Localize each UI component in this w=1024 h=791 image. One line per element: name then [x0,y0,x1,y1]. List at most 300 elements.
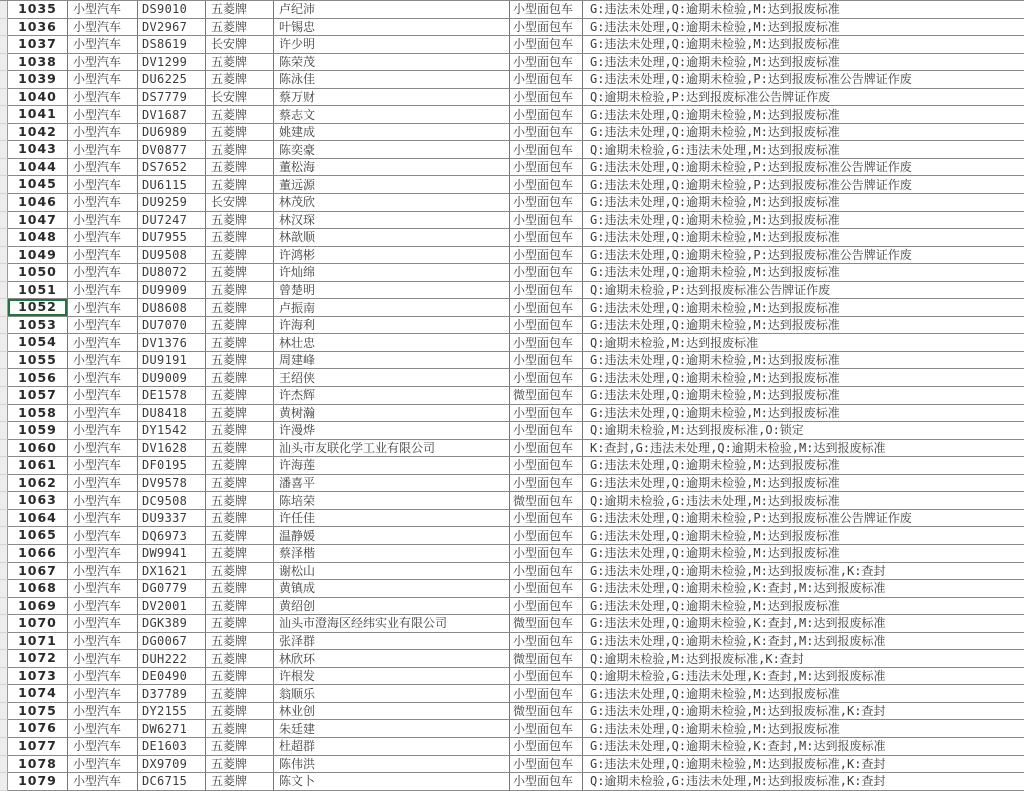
cell-owner-name[interactable]: 陈奕豪 [274,141,510,159]
cell-plate-number[interactable]: DS7779 [138,89,206,107]
cell-brand[interactable]: 五菱牌 [206,510,274,528]
cell-owner-name[interactable]: 蔡泽楷 [274,545,510,563]
cell-status-flags[interactable]: G:违法未处理,Q:逾期未检验,K:查封,M:达到报废标准 [583,738,1024,756]
cell-vehicle-class[interactable]: 小型汽车 [68,54,138,72]
cell-vehicle-class[interactable]: 小型汽车 [68,71,138,89]
cell-vehicle-class[interactable]: 小型汽车 [68,703,138,721]
cell-vehicle-type[interactable]: 小型面包车 [510,668,583,686]
cell-vehicle-type[interactable]: 小型面包车 [510,545,583,563]
cell-vehicle-type[interactable]: 小型面包车 [510,563,583,581]
cell-row-number[interactable]: 1047 [8,212,68,230]
cell-vehicle-type[interactable]: 小型面包车 [510,282,583,300]
cell-status-flags[interactable]: G:违法未处理,Q:逾期未检验,M:达到报废标准 [583,598,1024,616]
cell-vehicle-type[interactable]: 小型面包车 [510,212,583,230]
cell-plate-number[interactable]: DU8608 [138,299,206,317]
cell-vehicle-type[interactable]: 小型面包车 [510,176,583,194]
cell-status-flags[interactable]: G:违法未处理,Q:逾期未检验,M:达到报废标准 [583,457,1024,475]
cell-status-flags[interactable]: Q:逾期未检验,G:违法未处理,M:达到报废标准,K:查封 [583,773,1024,791]
cell-vehicle-class[interactable]: 小型汽车 [68,563,138,581]
cell-owner-name[interactable]: 翁顺乐 [274,685,510,703]
cell-status-flags[interactable]: G:违法未处理,Q:逾期未检验,M:达到报废标准 [583,124,1024,142]
cell-brand[interactable]: 五菱牌 [206,650,274,668]
cell-vehicle-type[interactable]: 小型面包车 [510,756,583,774]
cell-plate-number[interactable]: DS9010 [138,1,206,19]
cell-row-number[interactable]: 1053 [8,317,68,335]
cell-row-number[interactable]: 1041 [8,106,68,124]
cell-row-number[interactable]: 1035 [8,1,68,19]
cell-vehicle-class[interactable]: 小型汽车 [68,457,138,475]
cell-row-number[interactable]: 1037 [8,36,68,54]
cell-brand[interactable]: 五菱牌 [206,422,274,440]
cell-owner-name[interactable]: 许根发 [274,668,510,686]
cell-row-number[interactable]: 1055 [8,352,68,370]
cell-row-number[interactable]: 1069 [8,598,68,616]
cell-vehicle-type[interactable]: 微型面包车 [510,703,583,721]
cell-plate-number[interactable]: DU7955 [138,229,206,247]
cell-owner-name[interactable]: 董远源 [274,176,510,194]
cell-plate-number[interactable]: DV0877 [138,141,206,159]
cell-row-number[interactable]: 1070 [8,615,68,633]
cell-status-flags[interactable]: G:违法未处理,Q:逾期未检验,P:达到报废标准公告牌证作废 [583,159,1024,177]
cell-vehicle-class[interactable]: 小型汽车 [68,475,138,493]
cell-status-flags[interactable]: G:违法未处理,Q:逾期未检验,M:达到报废标准 [583,194,1024,212]
cell-owner-name[interactable]: 陈培荣 [274,492,510,510]
cell-status-flags[interactable]: G:违法未处理,Q:逾期未检验,M:达到报废标准 [583,685,1024,703]
cell-plate-number[interactable]: DU9508 [138,247,206,265]
cell-plate-number[interactable]: DU8072 [138,264,206,282]
cell-row-number[interactable]: 1060 [8,440,68,458]
cell-brand[interactable]: 五菱牌 [206,176,274,194]
cell-vehicle-type[interactable]: 小型面包车 [510,334,583,352]
cell-vehicle-type[interactable]: 小型面包车 [510,457,583,475]
cell-brand[interactable]: 五菱牌 [206,369,274,387]
cell-plate-number[interactable]: DV1376 [138,334,206,352]
cell-row-number[interactable]: 1076 [8,720,68,738]
cell-owner-name[interactable]: 姚建成 [274,124,510,142]
cell-plate-number[interactable]: DU7070 [138,317,206,335]
cell-status-flags[interactable]: G:违法未处理,Q:逾期未检验,M:达到报废标准 [583,36,1024,54]
cell-row-number[interactable]: 1077 [8,738,68,756]
cell-row-number[interactable]: 1042 [8,124,68,142]
cell-owner-name[interactable]: 黄绍创 [274,598,510,616]
cell-status-flags[interactable]: G:违法未处理,Q:逾期未检验,M:达到报废标准 [583,54,1024,72]
cell-vehicle-class[interactable]: 小型汽车 [68,229,138,247]
cell-row-number[interactable]: 1052 [8,299,68,317]
cell-brand[interactable]: 五菱牌 [206,598,274,616]
cell-plate-number[interactable]: DY2155 [138,703,206,721]
cell-vehicle-class[interactable]: 小型汽车 [68,598,138,616]
cell-owner-name[interactable]: 许任佳 [274,510,510,528]
cell-vehicle-type[interactable]: 小型面包车 [510,580,583,598]
cell-plate-number[interactable]: DU9009 [138,369,206,387]
cell-owner-name[interactable]: 周建峰 [274,352,510,370]
cell-brand[interactable]: 五菱牌 [206,124,274,142]
cell-plate-number[interactable]: DX9709 [138,756,206,774]
cell-row-number[interactable]: 1044 [8,159,68,177]
cell-plate-number[interactable]: DV9578 [138,475,206,493]
cell-owner-name[interactable]: 黄镇成 [274,580,510,598]
cell-plate-number[interactable]: DG0779 [138,580,206,598]
cell-owner-name[interactable]: 陈文卜 [274,773,510,791]
cell-status-flags[interactable]: G:违法未处理,Q:逾期未检验,M:达到报废标准 [583,264,1024,282]
cell-brand[interactable]: 五菱牌 [206,720,274,738]
cell-brand[interactable]: 五菱牌 [206,1,274,19]
cell-plate-number[interactable]: DV2967 [138,19,206,37]
cell-owner-name[interactable]: 林业创 [274,703,510,721]
cell-vehicle-type[interactable]: 小型面包车 [510,159,583,177]
cell-vehicle-type[interactable]: 小型面包车 [510,352,583,370]
cell-vehicle-class[interactable]: 小型汽车 [68,650,138,668]
cell-row-number[interactable]: 1046 [8,194,68,212]
cell-plate-number[interactable]: DV1299 [138,54,206,72]
cell-plate-number[interactable]: DU6989 [138,124,206,142]
cell-vehicle-type[interactable]: 小型面包车 [510,738,583,756]
cell-vehicle-type[interactable]: 小型面包车 [510,247,583,265]
cell-status-flags[interactable]: Q:逾期未检验,M:达到报废标准 [583,334,1024,352]
cell-status-flags[interactable]: G:违法未处理,Q:逾期未检验,P:达到报废标准公告牌证作废 [583,176,1024,194]
cell-vehicle-type[interactable]: 小型面包车 [510,685,583,703]
cell-vehicle-type[interactable]: 小型面包车 [510,89,583,107]
cell-owner-name[interactable]: 朱廷建 [274,720,510,738]
cell-row-number[interactable]: 1075 [8,703,68,721]
cell-row-number[interactable]: 1050 [8,264,68,282]
cell-owner-name[interactable]: 温静媛 [274,527,510,545]
cell-vehicle-class[interactable]: 小型汽车 [68,545,138,563]
cell-vehicle-type[interactable]: 小型面包车 [510,773,583,791]
cell-brand[interactable]: 五菱牌 [206,19,274,37]
cell-brand[interactable]: 五菱牌 [206,440,274,458]
cell-vehicle-class[interactable]: 小型汽车 [68,720,138,738]
cell-brand[interactable]: 五菱牌 [206,141,274,159]
cell-vehicle-class[interactable]: 小型汽车 [68,194,138,212]
cell-owner-name[interactable]: 林壮忠 [274,334,510,352]
cell-plate-number[interactable]: DE0490 [138,668,206,686]
cell-vehicle-class[interactable]: 小型汽车 [68,492,138,510]
cell-brand[interactable]: 五菱牌 [206,54,274,72]
cell-vehicle-class[interactable]: 小型汽车 [68,527,138,545]
cell-status-flags[interactable]: G:违法未处理,Q:逾期未检验,M:达到报废标准 [583,212,1024,230]
cell-brand[interactable]: 五菱牌 [206,545,274,563]
cell-owner-name[interactable]: 卢振南 [274,299,510,317]
cell-status-flags[interactable]: K:查封,G:违法未处理,Q:逾期未检验,M:达到报废标准 [583,440,1024,458]
cell-owner-name[interactable]: 陈伟洪 [274,756,510,774]
cell-vehicle-class[interactable]: 小型汽车 [68,334,138,352]
cell-vehicle-type[interactable]: 小型面包车 [510,71,583,89]
cell-row-number[interactable]: 1049 [8,247,68,265]
cell-owner-name[interactable]: 陈泳佳 [274,71,510,89]
cell-plate-number[interactable]: DV1628 [138,440,206,458]
cell-vehicle-type[interactable]: 小型面包车 [510,633,583,651]
cell-status-flags[interactable]: Q:逾期未检验,G:违法未处理,M:达到报废标准 [583,492,1024,510]
cell-vehicle-class[interactable]: 小型汽车 [68,756,138,774]
cell-status-flags[interactable]: G:违法未处理,Q:逾期未检验,M:达到报废标准 [583,229,1024,247]
cell-vehicle-class[interactable]: 小型汽车 [68,773,138,791]
cell-owner-name[interactable]: 曾楚明 [274,282,510,300]
cell-plate-number[interactable]: DV2001 [138,598,206,616]
cell-plate-number[interactable]: DY1542 [138,422,206,440]
cell-status-flags[interactable]: Q:逾期未检验,G:违法未处理,K:查封,M:达到报废标准 [583,668,1024,686]
cell-owner-name[interactable]: 许少明 [274,36,510,54]
cell-row-number[interactable]: 1078 [8,756,68,774]
cell-owner-name[interactable]: 蔡志文 [274,106,510,124]
cell-brand[interactable]: 五菱牌 [206,334,274,352]
cell-vehicle-class[interactable]: 小型汽车 [68,89,138,107]
cell-vehicle-class[interactable]: 小型汽车 [68,264,138,282]
cell-vehicle-class[interactable]: 小型汽车 [68,440,138,458]
cell-status-flags[interactable]: G:违法未处理,Q:逾期未检验,P:达到报废标准公告牌证作废 [583,247,1024,265]
cell-status-flags[interactable]: G:违法未处理,Q:逾期未检验,M:达到报废标准 [583,720,1024,738]
cell-brand[interactable]: 五菱牌 [206,756,274,774]
cell-vehicle-type[interactable]: 小型面包车 [510,299,583,317]
cell-owner-name[interactable]: 陈荣茂 [274,54,510,72]
cell-vehicle-type[interactable]: 小型面包车 [510,106,583,124]
cell-vehicle-type[interactable]: 小型面包车 [510,720,583,738]
cell-status-flags[interactable]: G:违法未处理,Q:逾期未检验,M:达到报废标准,K:查封 [583,563,1024,581]
cell-vehicle-type[interactable]: 小型面包车 [510,510,583,528]
cell-brand[interactable]: 五菱牌 [206,615,274,633]
cell-vehicle-type[interactable]: 小型面包车 [510,1,583,19]
cell-brand[interactable]: 五菱牌 [206,264,274,282]
cell-row-number[interactable]: 1040 [8,89,68,107]
cell-owner-name[interactable]: 王绍侠 [274,369,510,387]
cell-vehicle-class[interactable]: 小型汽车 [68,247,138,265]
cell-row-number[interactable]: 1051 [8,282,68,300]
cell-status-flags[interactable]: Q:逾期未检验,P:达到报废标准公告牌证作废 [583,282,1024,300]
cell-plate-number[interactable]: DUH222 [138,650,206,668]
cell-plate-number[interactable]: DC6715 [138,773,206,791]
cell-owner-name[interactable]: 林歆顺 [274,229,510,247]
cell-brand[interactable]: 五菱牌 [206,563,274,581]
cell-status-flags[interactable]: G:违法未处理,Q:逾期未检验,M:达到报废标准 [583,475,1024,493]
cell-brand[interactable]: 长安牌 [206,194,274,212]
cell-vehicle-class[interactable]: 小型汽车 [68,668,138,686]
cell-row-number[interactable]: 1056 [8,369,68,387]
cell-brand[interactable]: 五菱牌 [206,685,274,703]
cell-status-flags[interactable]: G:违法未处理,Q:逾期未检验,M:达到报废标准 [583,545,1024,563]
cell-brand[interactable]: 五菱牌 [206,475,274,493]
cell-owner-name[interactable]: 杜超群 [274,738,510,756]
cell-brand[interactable]: 五菱牌 [206,387,274,405]
cell-status-flags[interactable]: G:违法未处理,Q:逾期未检验,M:达到报废标准,K:查封 [583,756,1024,774]
cell-status-flags[interactable]: G:违法未处理,Q:逾期未检验,P:达到报废标准公告牌证作废 [583,71,1024,89]
cell-vehicle-class[interactable]: 小型汽车 [68,405,138,423]
cell-owner-name[interactable]: 董松海 [274,159,510,177]
cell-vehicle-type[interactable]: 小型面包车 [510,475,583,493]
cell-row-number[interactable]: 1043 [8,141,68,159]
cell-owner-name[interactable]: 汕头市友联化学工业有限公司 [274,440,510,458]
cell-plate-number[interactable]: DF0195 [138,457,206,475]
cell-vehicle-class[interactable]: 小型汽车 [68,176,138,194]
cell-plate-number[interactable]: DE1578 [138,387,206,405]
cell-brand[interactable]: 五菱牌 [206,247,274,265]
cell-brand[interactable]: 五菱牌 [206,703,274,721]
cell-owner-name[interactable]: 林汉琛 [274,212,510,230]
cell-vehicle-type[interactable]: 小型面包车 [510,369,583,387]
cell-vehicle-class[interactable]: 小型汽车 [68,282,138,300]
cell-plate-number[interactable]: DW6271 [138,720,206,738]
cell-brand[interactable]: 五菱牌 [206,282,274,300]
cell-owner-name[interactable]: 许鸿彬 [274,247,510,265]
cell-plate-number[interactable]: DS7652 [138,159,206,177]
cell-vehicle-type[interactable]: 小型面包车 [510,317,583,335]
cell-vehicle-type[interactable]: 小型面包车 [510,229,583,247]
cell-status-flags[interactable]: Q:逾期未检验,M:达到报废标准,O:锁定 [583,422,1024,440]
cell-vehicle-class[interactable]: 小型汽车 [68,212,138,230]
cell-status-flags[interactable]: G:违法未处理,Q:逾期未检验,M:达到报废标准 [583,352,1024,370]
cell-row-number[interactable]: 1058 [8,405,68,423]
cell-row-number[interactable]: 1061 [8,457,68,475]
cell-owner-name[interactable]: 许海利 [274,317,510,335]
cell-status-flags[interactable]: G:违法未处理,Q:逾期未检验,M:达到报废标准 [583,527,1024,545]
cell-brand[interactable]: 五菱牌 [206,212,274,230]
cell-owner-name[interactable]: 林欣环 [274,650,510,668]
cell-brand[interactable]: 五菱牌 [206,492,274,510]
cell-plate-number[interactable]: DU9909 [138,282,206,300]
cell-vehicle-class[interactable]: 小型汽车 [68,580,138,598]
cell-plate-number[interactable]: DQ6973 [138,527,206,545]
cell-owner-name[interactable]: 谢松山 [274,563,510,581]
cell-vehicle-class[interactable]: 小型汽车 [68,352,138,370]
cell-status-flags[interactable]: Q:逾期未检验,M:达到报废标准,K:查封 [583,650,1024,668]
cell-owner-name[interactable]: 林茂欣 [274,194,510,212]
cell-status-flags[interactable]: G:违法未处理,Q:逾期未检验,M:达到报废标准 [583,405,1024,423]
cell-status-flags[interactable]: G:违法未处理,Q:逾期未检验,M:达到报废标准 [583,387,1024,405]
cell-row-number[interactable]: 1068 [8,580,68,598]
cell-brand[interactable]: 五菱牌 [206,738,274,756]
cell-owner-name[interactable]: 许海莲 [274,457,510,475]
cell-brand[interactable]: 五菱牌 [206,457,274,475]
cell-plate-number[interactable]: DU6225 [138,71,206,89]
cell-row-number[interactable]: 1066 [8,545,68,563]
cell-vehicle-type[interactable]: 微型面包车 [510,650,583,668]
cell-vehicle-class[interactable]: 小型汽车 [68,141,138,159]
cell-vehicle-type[interactable]: 小型面包车 [510,194,583,212]
cell-owner-name[interactable]: 蔡万财 [274,89,510,107]
cell-vehicle-type[interactable]: 小型面包车 [510,54,583,72]
cell-brand[interactable]: 五菱牌 [206,773,274,791]
cell-vehicle-type[interactable]: 小型面包车 [510,422,583,440]
cell-plate-number[interactable]: DW9941 [138,545,206,563]
cell-brand[interactable]: 长安牌 [206,89,274,107]
cell-brand[interactable]: 五菱牌 [206,352,274,370]
cell-status-flags[interactable]: G:违法未处理,Q:逾期未检验,K:查封,M:达到报废标准 [583,580,1024,598]
cell-vehicle-class[interactable]: 小型汽车 [68,1,138,19]
cell-plate-number[interactable]: DU9337 [138,510,206,528]
cell-plate-number[interactable]: DC9508 [138,492,206,510]
cell-status-flags[interactable]: G:违法未处理,Q:逾期未检验,M:达到报废标准 [583,1,1024,19]
cell-vehicle-type[interactable]: 微型面包车 [510,615,583,633]
cell-brand[interactable]: 五菱牌 [206,299,274,317]
cell-brand[interactable]: 长安牌 [206,36,274,54]
cell-owner-name[interactable]: 黄树瀚 [274,405,510,423]
cell-row-number[interactable]: 1063 [8,492,68,510]
cell-row-number[interactable]: 1045 [8,176,68,194]
cell-status-flags[interactable]: G:违法未处理,Q:逾期未检验,M:达到报废标准 [583,299,1024,317]
cell-vehicle-class[interactable]: 小型汽车 [68,159,138,177]
cell-vehicle-type[interactable]: 小型面包车 [510,264,583,282]
cell-vehicle-class[interactable]: 小型汽车 [68,615,138,633]
cell-plate-number[interactable]: D37789 [138,685,206,703]
cell-row-number[interactable]: 1059 [8,422,68,440]
cell-owner-name[interactable]: 叶锡忠 [274,19,510,37]
cell-brand[interactable]: 五菱牌 [206,71,274,89]
cell-vehicle-class[interactable]: 小型汽车 [68,685,138,703]
cell-row-number[interactable]: 1048 [8,229,68,247]
cell-plate-number[interactable]: DX1621 [138,563,206,581]
cell-vehicle-class[interactable]: 小型汽车 [68,106,138,124]
cell-plate-number[interactable]: DS8619 [138,36,206,54]
cell-row-number[interactable]: 1073 [8,668,68,686]
cell-plate-number[interactable]: DG0067 [138,633,206,651]
cell-brand[interactable]: 五菱牌 [206,229,274,247]
cell-status-flags[interactable]: G:违法未处理,Q:逾期未检验,M:达到报废标准 [583,317,1024,335]
cell-vehicle-type[interactable]: 小型面包车 [510,19,583,37]
cell-vehicle-type[interactable]: 小型面包车 [510,141,583,159]
cell-status-flags[interactable]: G:违法未处理,Q:逾期未检验,P:达到报废标准公告牌证作废 [583,510,1024,528]
cell-brand[interactable]: 五菱牌 [206,633,274,651]
cell-row-number[interactable]: 1062 [8,475,68,493]
cell-row-number[interactable]: 1065 [8,527,68,545]
cell-owner-name[interactable]: 卢纪沛 [274,1,510,19]
cell-vehicle-class[interactable]: 小型汽车 [68,387,138,405]
cell-vehicle-class[interactable]: 小型汽车 [68,422,138,440]
cell-row-number[interactable]: 1072 [8,650,68,668]
cell-owner-name[interactable]: 许漫烨 [274,422,510,440]
cell-plate-number[interactable]: DE1603 [138,738,206,756]
cell-status-flags[interactable]: G:违法未处理,Q:逾期未检验,M:达到报废标准,K:查封 [583,703,1024,721]
cell-brand[interactable]: 五菱牌 [206,106,274,124]
cell-vehicle-class[interactable]: 小型汽车 [68,317,138,335]
cell-brand[interactable]: 五菱牌 [206,668,274,686]
cell-brand[interactable]: 五菱牌 [206,527,274,545]
cell-row-number[interactable]: 1071 [8,633,68,651]
cell-plate-number[interactable]: DU6115 [138,176,206,194]
cell-row-number[interactable]: 1036 [8,19,68,37]
cell-status-flags[interactable]: G:违法未处理,Q:逾期未检验,M:达到报废标准 [583,19,1024,37]
cell-brand[interactable]: 五菱牌 [206,159,274,177]
cell-vehicle-type[interactable]: 小型面包车 [510,36,583,54]
cell-row-number[interactable]: 1067 [8,563,68,581]
cell-vehicle-class[interactable]: 小型汽车 [68,738,138,756]
cell-status-flags[interactable]: Q:逾期未检验,P:达到报废标准公告牌证作废 [583,89,1024,107]
cell-row-number[interactable]: 1054 [8,334,68,352]
cell-vehicle-type[interactable]: 小型面包车 [510,527,583,545]
cell-row-number[interactable]: 1074 [8,685,68,703]
cell-vehicle-class[interactable]: 小型汽车 [68,36,138,54]
cell-vehicle-class[interactable]: 小型汽车 [68,633,138,651]
cell-vehicle-class[interactable]: 小型汽车 [68,510,138,528]
cell-plate-number[interactable]: DU7247 [138,212,206,230]
cell-plate-number[interactable]: DU9191 [138,352,206,370]
cell-vehicle-class[interactable]: 小型汽车 [68,299,138,317]
cell-owner-name[interactable]: 潘喜平 [274,475,510,493]
cell-plate-number[interactable]: DGK389 [138,615,206,633]
cell-row-number[interactable]: 1057 [8,387,68,405]
cell-brand[interactable]: 五菱牌 [206,580,274,598]
cell-vehicle-class[interactable]: 小型汽车 [68,19,138,37]
cell-vehicle-type[interactable]: 小型面包车 [510,440,583,458]
cell-vehicle-class[interactable]: 小型汽车 [68,369,138,387]
cell-owner-name[interactable]: 汕头市澄海区经纬实业有限公司 [274,615,510,633]
cell-vehicle-type[interactable]: 小型面包车 [510,598,583,616]
cell-vehicle-type[interactable]: 小型面包车 [510,124,583,142]
cell-row-number[interactable]: 1038 [8,54,68,72]
cell-owner-name[interactable]: 许杰辉 [274,387,510,405]
cell-status-flags[interactable]: Q:逾期未检验,G:违法未处理,M:达到报废标准 [583,141,1024,159]
cell-owner-name[interactable]: 张泽群 [274,633,510,651]
cell-brand[interactable]: 五菱牌 [206,317,274,335]
cell-brand[interactable]: 五菱牌 [206,405,274,423]
